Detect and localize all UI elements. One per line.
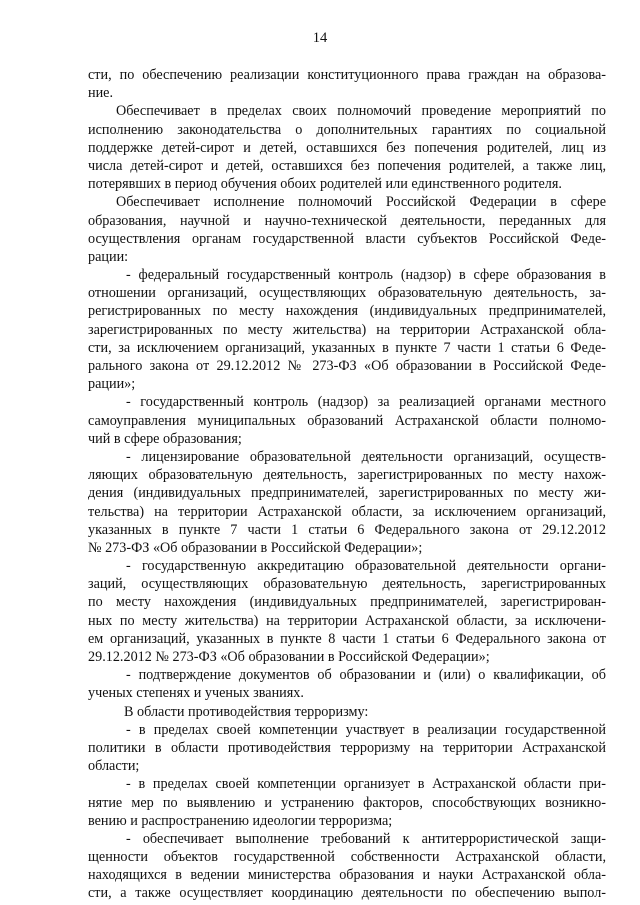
text-line: заций, осуществляющих образовательную деятельность, зарегистрированных <box>88 576 606 593</box>
list-item-first-line: - в пределах своей компетенции участвует в реализации государственной <box>126 721 606 738</box>
text-line: дения (индивидуальных предпринимателей, зарегистрированных по месту жи- <box>88 485 606 502</box>
text-line: ние. <box>88 85 114 102</box>
text-line: потерявших в период обучения обоих родителей или единственного родителя. <box>88 176 562 193</box>
section-heading: В области противодействия терроризму: <box>124 703 369 720</box>
text-line: сти, по обеспечению реализации конституционного права граждан на образова- <box>88 67 606 83</box>
page-number: 14 <box>312 30 328 46</box>
list-item-first-line: - подтверждение документов об образовании и (или) о квалификации, об <box>126 667 606 684</box>
text-line: политики в области противодействия терроризму на территории Астраханской <box>88 739 606 756</box>
text-line: находящихся в ведении министерства образования и науки Астраханской обла- <box>88 867 606 884</box>
list-item-first-line: - государственный контроль (надзор) за реализацией органами местного <box>126 394 606 411</box>
text-line: исполнению законодательства о дополнительных гарантиях по социальной <box>88 121 606 138</box>
paragraph-first-line: Обеспечивает в пределах своих полномочий проведение мероприятий по <box>116 103 606 120</box>
text-line: отношении организаций, осуществляющих образовательную деятельность, за- <box>88 285 606 302</box>
text-line: ляющих образовательную деятельность, зарегистрированных по месту нахож- <box>88 467 606 484</box>
list-item-first-line: - обеспечивает выполнение требований к антитеррористической защи- <box>126 830 606 847</box>
text-line: числа детей-сирот и детей, оставшихся без попечения родителей, а также лиц, <box>88 157 606 174</box>
text-line: самоуправления муниципальных образований Астраханской области полномо- <box>88 412 606 429</box>
text-line: поддержке детей-сирот и детей, оставшихся без попечения родителей, лиц из <box>88 139 606 156</box>
text-line: регистрированных по месту нахождения (индивидуальных предпринимателей, <box>88 303 606 320</box>
text-line: осуществления органам государственной власти субъектов Российской Феде- <box>88 230 606 247</box>
list-item-first-line: - лицензирование образовательной деятельности организаций, осуществ- <box>126 448 606 465</box>
text-line: рального закона от 29.12.2012 № 273-ФЗ «Об образовании в Российской Феде- <box>88 358 606 374</box>
text-line: щенности объектов государственной собственности Астраханской области, <box>88 849 606 866</box>
text-line: чий в сфере образования; <box>88 430 242 447</box>
body-text <box>88 66 606 903</box>
text-line: тельства) на территории Астраханской области, за исключением организаций, <box>88 503 606 520</box>
text-line: № 273-ФЗ «Об образовании в Российской Федерации»; <box>88 539 423 556</box>
text-line: ученых степенях и ученых званиях. <box>88 685 304 702</box>
paragraph-first-line: Обеспечивает исполнение полномочий Российской Федерации в сфере <box>116 194 606 211</box>
text-line: зарегистрированных по месту жительства) на территории Астраханской обла- <box>88 321 606 338</box>
text-line: по месту нахождения (индивидуальных предпринимателей, зарегистрирован- <box>88 594 606 611</box>
text-line: вению и распространению идеологии терроризма; <box>88 812 393 829</box>
text-line: образования, научной и научно-технической деятельности, переданных для <box>88 212 606 229</box>
text-line: рации»; <box>88 376 136 393</box>
text-line: нятие мер по выявлению и устранению факторов, способствующих возникно- <box>88 794 606 811</box>
list-item-first-line: - в пределах своей компетенции организует в Астраханской области при- <box>126 776 606 793</box>
list-item-first-line: - государственную аккредитацию образовательной деятельности органи- <box>126 558 606 575</box>
text-line: указанных в пункте 7 части 1 статьи 6 Федерального закона от 29.12.2012 <box>88 521 606 538</box>
text-line: рации: <box>88 248 129 265</box>
text-line: 29.12.2012 № 273-ФЗ «Об образовании в Российской Федерации»; <box>88 649 490 665</box>
text-line: области; <box>88 758 140 775</box>
text-line: ных по месту жительства) на территории Астраханской области, за исключени- <box>88 612 606 629</box>
text-line: ем организаций, указанных в пункте 8 части 1 статьи 6 Федерального закона от <box>88 630 606 647</box>
text-line: сти, а также осуществляет координацию деятельности по обеспечению выпол- <box>88 885 606 902</box>
text-line: сти, за исключением организаций, указанных в пункте 7 части 1 статьи 6 Феде- <box>88 339 606 356</box>
list-item-first-line: - федеральный государственный контроль (надзор) в сфере образования в <box>126 267 606 284</box>
